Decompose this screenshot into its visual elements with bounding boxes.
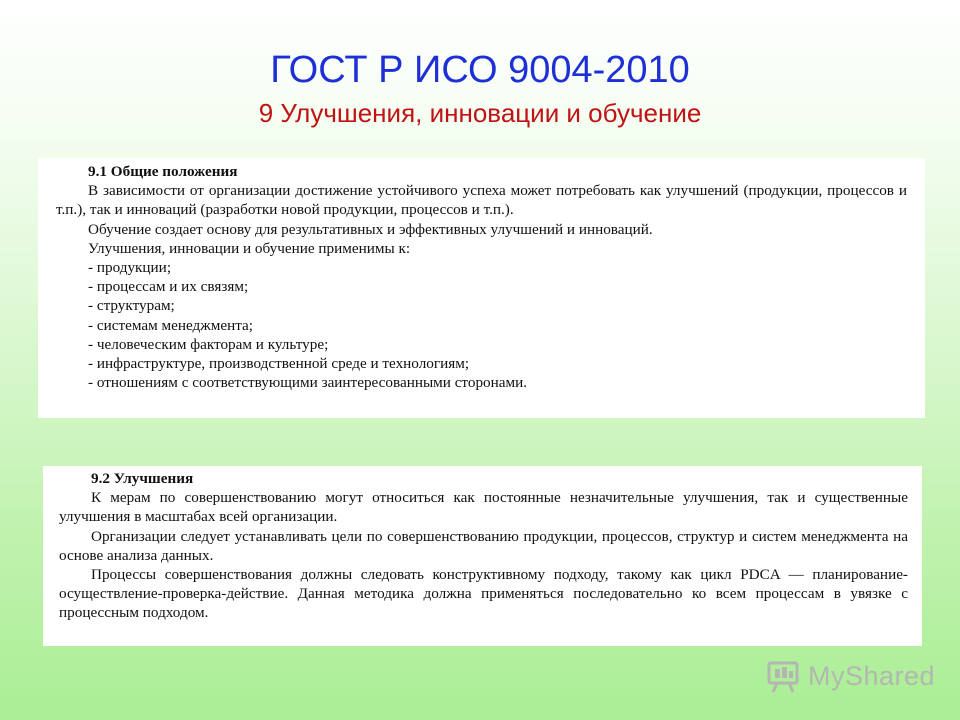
section-heading: 9.1 Общие положения — [88, 163, 238, 180]
presentation-board-icon — [766, 658, 802, 694]
list-item: - инфраструктуре, производственной среде и технологиям; — [88, 355, 470, 373]
paragraph: Организации следует устанавливать цели по совершенствованию продукции, процессов, структур и систем менеджмента на основе анализа данных. — [59, 527, 908, 564]
list-item: - структурам; — [88, 297, 175, 315]
list-item: - отношениям с соответствующими заинтересованными сторонами. — [88, 374, 528, 392]
list-item: - человеческим факторам и культуре; — [88, 335, 329, 353]
paragraph: В зависимости от организации достижение устойчивого успеха может потребовать как улучшений (продукции, процессов и т.п.), так и инноваций (разработки новой продукции, процессов и т.п.). — [56, 182, 907, 219]
watermark-text: MyShared — [808, 660, 936, 691]
list-item: - продукции; — [88, 259, 172, 277]
paragraph: Обучение создает основу для результативных и эффективных улучшений и инноваций. — [88, 220, 653, 238]
paragraph: К мерам по совершенствованию могут относиться как постоянные незначительные улучшения, так и существенные улучшения в масштабах всей организации. — [59, 489, 908, 526]
slide-subtitle: 9 Улучшения, инновации и обучение — [258, 98, 702, 128]
list-item: - системам менеджмента; — [88, 316, 254, 334]
applicability-list — [56, 258, 907, 392]
section-heading: 9.2 Улучшения — [91, 470, 194, 487]
myshared-watermark — [766, 656, 936, 696]
slide-title: ГОСТ Р ИСО 9004-2010 — [270, 49, 690, 91]
paragraph: Улучшения, инновации и обучение применимы к: — [88, 239, 411, 257]
section-improvements — [43, 466, 922, 646]
section-general-provisions — [38, 158, 925, 418]
paragraph: Процессы совершенствования должны следовать конструктивному подходу, такому как цикл PDCA — планирование-осуществление-проверка-действие. Данная методика должна применяться последовательно ко всем процессам в увязке с процессным подходом. — [59, 566, 908, 622]
list-item: - процессам и их связям; — [88, 278, 249, 296]
